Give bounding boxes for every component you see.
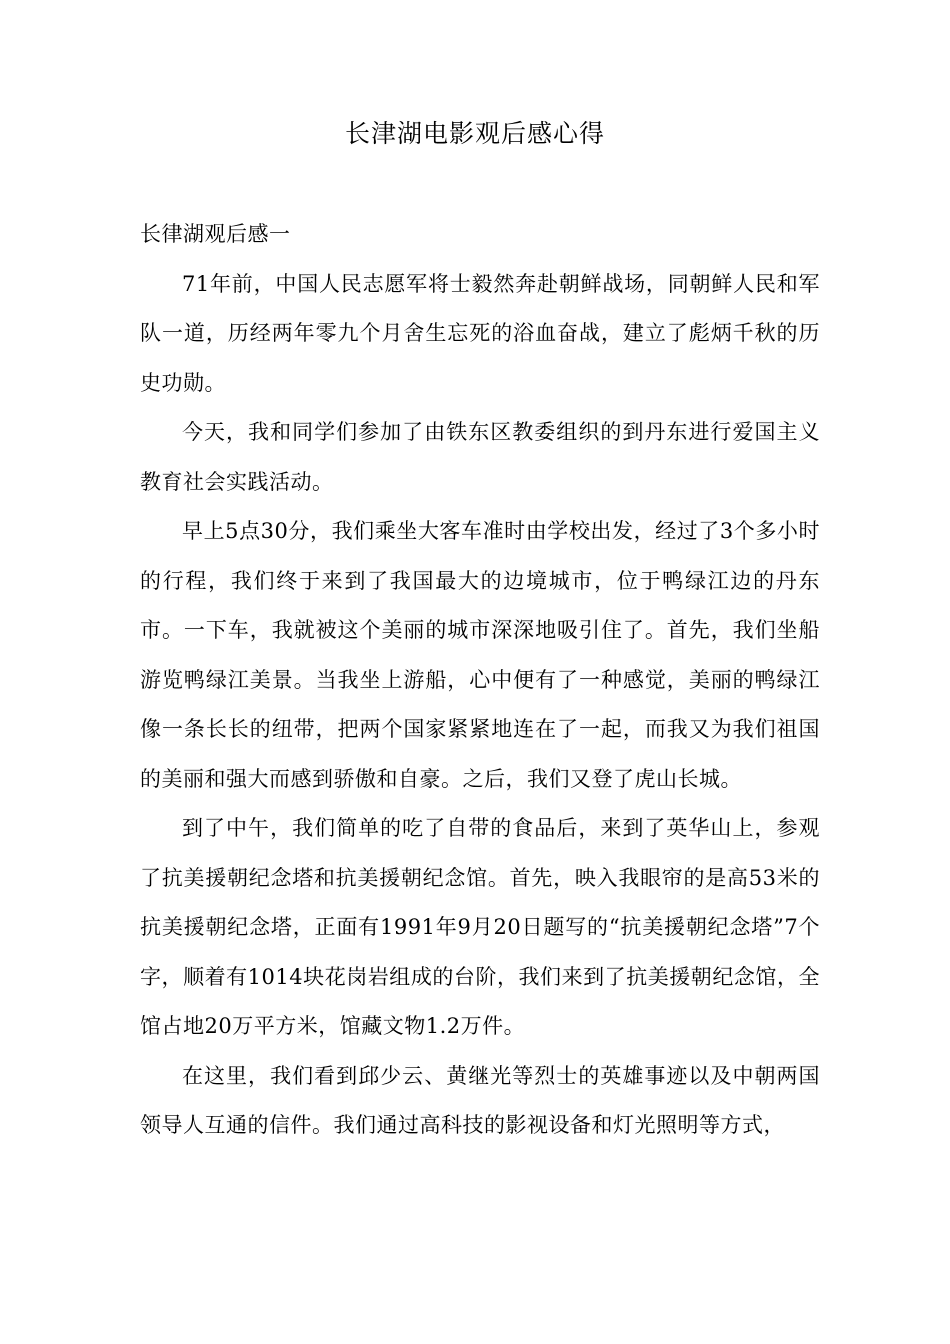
- paragraph: 在这里，我们看到邱少云、黄继光等烈士的英雄事迹以及中朝两国领导人互通的信件。我们通过高科技的影视设备和灯光照明等方式，: [140, 1063, 820, 1137]
- document-title: 长津湖电影观后感心得: [344, 119, 605, 148]
- paragraph: 早上5点30分，我们乘坐大客车准时由学校出发，经过了3个多小时的行程，我们终于来到了我国最大的边境城市，位于鸭绿江边的丹东市。一下车，我就被这个美丽的城市深深地吸引住了。首先，我们坐船游览鸭绿江美景。当我坐上游船，心中便有了一种感觉，美丽的鸭绿江像一条长长的纽带，把两个国家紧紧地连在了一起，而我又为我们祖国的美丽和强大而感到骄傲和自豪。之后，我们又登了虎山长城。: [140, 519, 820, 791]
- paragraph: 到了中午，我们简单的吃了自带的食品后，来到了英华山上，参观了抗美援朝纪念塔和抗美援朝纪念馆。首先，映入我眼帘的是高53米的抗美援朝纪念塔，正面有1991年9月20日题写的“抗美援朝纪念塔”7个字，顺着有1014块花岗岩组成的台阶，我们来到了抗美援朝纪念馆，全馆占地20万平方米，馆藏文物1.2万件。: [140, 816, 820, 1038]
- section-heading: 长律湖观后感一: [140, 222, 291, 246]
- document-body: [140, 210, 820, 1151]
- paragraph: 71年前，中国人民志愿军将士毅然奔赴朝鲜战场，同朝鲜人民和军队一道，历经两年零九个月舍生忘死的浴血奋战，建立了彪炳千秋的历史功勋。: [140, 271, 820, 395]
- paragraph: 今天，我和同学们参加了由铁东区教委组织的到丹东进行爱国主义教育社会实践活动。: [140, 420, 820, 494]
